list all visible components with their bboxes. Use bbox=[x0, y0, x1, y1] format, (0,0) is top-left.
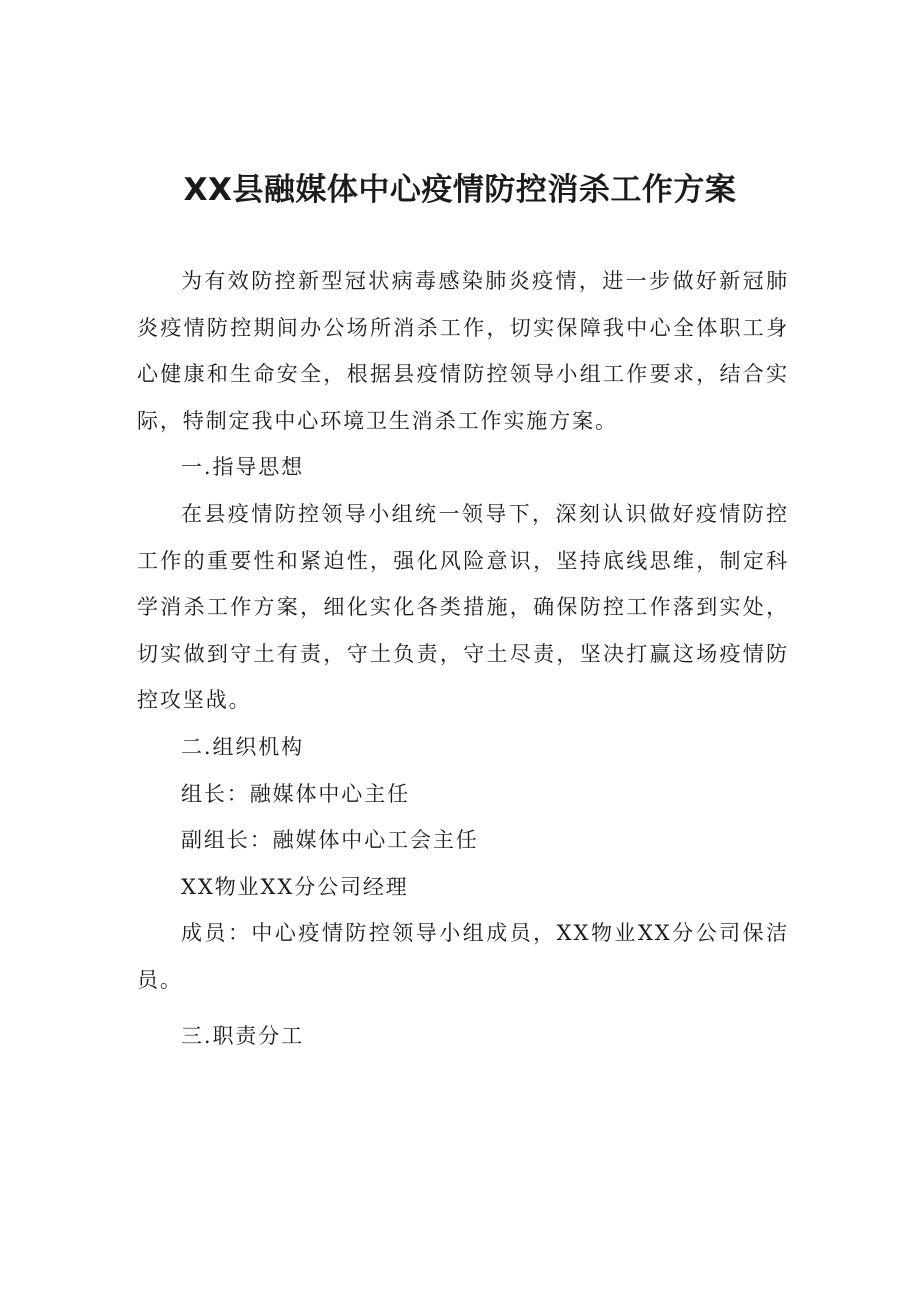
property-manager-line: XX物业XX分公司经理 bbox=[181, 874, 409, 899]
document-title: XX县融媒体中心疫情防控消杀工作方案 bbox=[183, 172, 737, 208]
guiding-ideology-paragraph: 在县疫情防控领导小组统一领导下，深刻认识做好疫情防控工作的重要性和紧迫性，强化风险意识，坚持底线思维，制定科学消杀工作方案，细化实化各类措施，确保防控工作落到实处，切实做到守土有责，守土负责，守土尽责，坚决打赢这场疫情防控攻坚战。 bbox=[137, 501, 789, 713]
intro-paragraph: 为有效防控新型冠状病毒感染肺炎疫情，进一步做好新冠肺炎疫情防控期间办公场所消杀工作，切实保障我中心全体职工身心健康和生命安全，根据县疫情防控领导小组工作要求，结合实际，特制定我中心环境卫生消杀工作实施方案。 bbox=[137, 269, 789, 433]
team-leader-line: 组长：融媒体中心主任 bbox=[181, 781, 410, 806]
section-heading-organization: 二.组织机构 bbox=[181, 734, 305, 759]
paragraph-spacer bbox=[137, 1004, 789, 1013]
section-heading-guiding-ideology: 一.指导思想 bbox=[181, 455, 305, 480]
deputy-leader-line: 副组长：融媒体中心工会主任 bbox=[181, 828, 479, 853]
members-paragraph: 成员：中心疫情防控领导小组成员，XX物业XX分公司保洁员。 bbox=[137, 921, 789, 992]
section-heading-responsibilities: 三.职责分工 bbox=[181, 1023, 305, 1048]
document-body bbox=[137, 258, 789, 1059]
